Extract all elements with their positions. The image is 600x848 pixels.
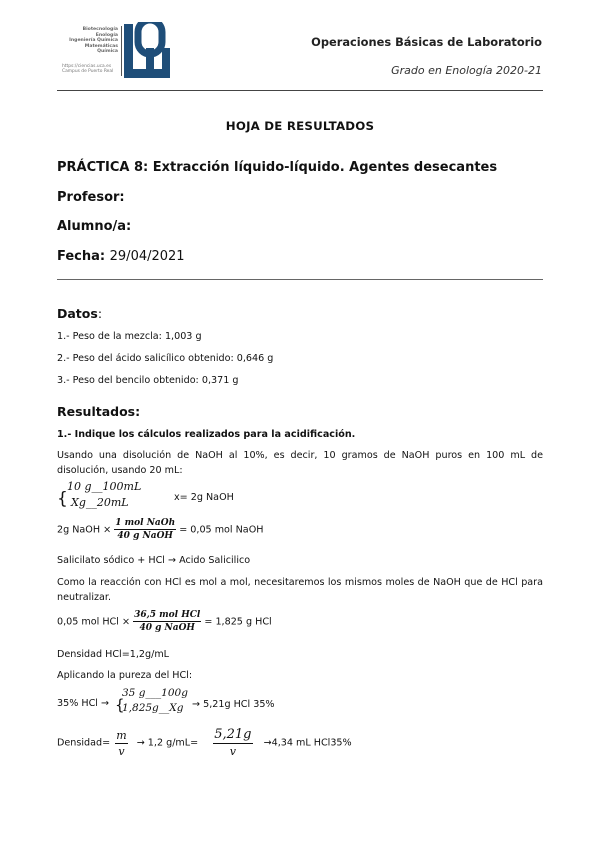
logo-line: Enología bbox=[95, 32, 118, 38]
fraction-numerator: 36,5 mol HCl bbox=[134, 610, 201, 620]
system-brace: { bbox=[57, 489, 68, 509]
logo-line: Química bbox=[97, 49, 118, 55]
system-line: 10 g__100mL bbox=[67, 480, 142, 493]
eq-prefix: 0,05 mol HCl × bbox=[57, 616, 131, 628]
logo-line: Ingeniería Química bbox=[69, 38, 118, 44]
logo-url-block bbox=[62, 64, 113, 75]
datos-heading-colon: : bbox=[97, 306, 103, 321]
equation-hcl-grams bbox=[57, 609, 272, 634]
datos-item: 2.- Peso del ácido salicílico obtenido: 0,646 g bbox=[57, 353, 274, 364]
fraction-numerator: 5,21g bbox=[214, 727, 252, 742]
system-equations bbox=[67, 479, 141, 511]
system-line: 1,825g__Xg bbox=[122, 702, 184, 714]
equation-naoh-moles bbox=[57, 517, 263, 542]
fraction-denominator: v bbox=[118, 744, 125, 758]
eq-result: = 1,825 g HCl bbox=[204, 616, 272, 628]
eq-prefix: 2g NaOH × bbox=[57, 524, 112, 536]
fraction-denominator: v bbox=[229, 745, 236, 758]
reaction-line: Salicilato sódico + HCl → Acido Salicilico bbox=[57, 555, 251, 566]
fraction-denominator: 40 g NaOH bbox=[139, 623, 195, 633]
datos-item: 1.- Peso de la mezcla: 1,003 g bbox=[57, 331, 202, 342]
datos-item: 3.- Peso del bencilo obtenido: 0,371 g bbox=[57, 375, 239, 386]
section-divider bbox=[57, 279, 543, 280]
fraction bbox=[133, 609, 201, 634]
eq-result: →4,34 mL HCl35% bbox=[263, 737, 352, 749]
practice-title: PRÁCTICA 8: Extracción líquido-líquido. Agentes desecantes bbox=[57, 160, 498, 175]
eq3-result: → 5,21g HCl 35% bbox=[192, 699, 275, 710]
fraction bbox=[213, 727, 252, 759]
eq-prefix: Densidad= bbox=[57, 737, 111, 749]
fraction bbox=[115, 728, 127, 759]
date-row bbox=[57, 249, 185, 264]
paragraph-naoh: Usando una disolución de NaOH al 10%, es decir, 10 gramos de NaOH puros en 100 mL de disolución, usando 20 mL: bbox=[57, 450, 543, 476]
equation-density bbox=[57, 727, 352, 759]
datos-heading-text: Datos bbox=[57, 306, 98, 321]
system-line: 35 g___100g bbox=[122, 687, 188, 699]
resultados-heading: Resultados: bbox=[57, 404, 141, 419]
logo-line: Biotecnología bbox=[82, 27, 118, 32]
date-label: Fecha: bbox=[57, 249, 106, 264]
fraction bbox=[114, 517, 176, 542]
professor-label: Profesor: bbox=[57, 190, 125, 205]
eq3-system bbox=[122, 686, 188, 716]
logo-url: https://ciencias.uca.es bbox=[62, 64, 112, 69]
course-title: Operaciones Básicas de Laboratorio bbox=[311, 35, 542, 49]
logo-divider bbox=[121, 26, 122, 76]
logo-line: Matemáticas bbox=[84, 43, 118, 49]
question-text: 1.- Indique los cálculos realizados para la acidificación. bbox=[57, 429, 356, 440]
fraction-numerator: 1 mol NaOh bbox=[115, 518, 176, 528]
logo-campus: Campus de Puerto Real bbox=[62, 69, 114, 75]
density-line: Densidad HCl=1,2g/mL bbox=[57, 649, 170, 660]
eq-result: = 0,05 mol NaOH bbox=[179, 524, 264, 536]
degree-subtitle: Grado en Enología 2020-21 bbox=[391, 64, 542, 77]
paragraph-hcl: Como la reacción con HCl es mol a mol, necesitaremos los mismos moles de NaOH que de HCl para neutralizar. bbox=[57, 577, 543, 603]
header-divider bbox=[57, 90, 543, 91]
system-line: Xg__20mL bbox=[71, 496, 129, 509]
purity-line: Aplicando la pureza del HCl: bbox=[57, 670, 193, 681]
fraction-denominator: 40 g NaOH bbox=[117, 531, 173, 541]
logo-degrees bbox=[62, 27, 118, 55]
page-title: HOJA DE RESULTADOS bbox=[225, 119, 375, 133]
date-value: 29/04/2021 bbox=[109, 249, 185, 264]
faculty-logo-icon bbox=[124, 22, 172, 80]
eq-mid: → 1,2 g/mL= bbox=[136, 737, 199, 749]
eq3-prefix: 35% HCl → bbox=[57, 698, 110, 709]
system-result: x= 2g NaOH bbox=[174, 492, 234, 503]
datos-heading bbox=[57, 306, 102, 321]
fraction-numerator: m bbox=[116, 728, 127, 742]
student-label: Alumno/a: bbox=[57, 219, 132, 234]
eq3-brace: { bbox=[115, 696, 125, 714]
